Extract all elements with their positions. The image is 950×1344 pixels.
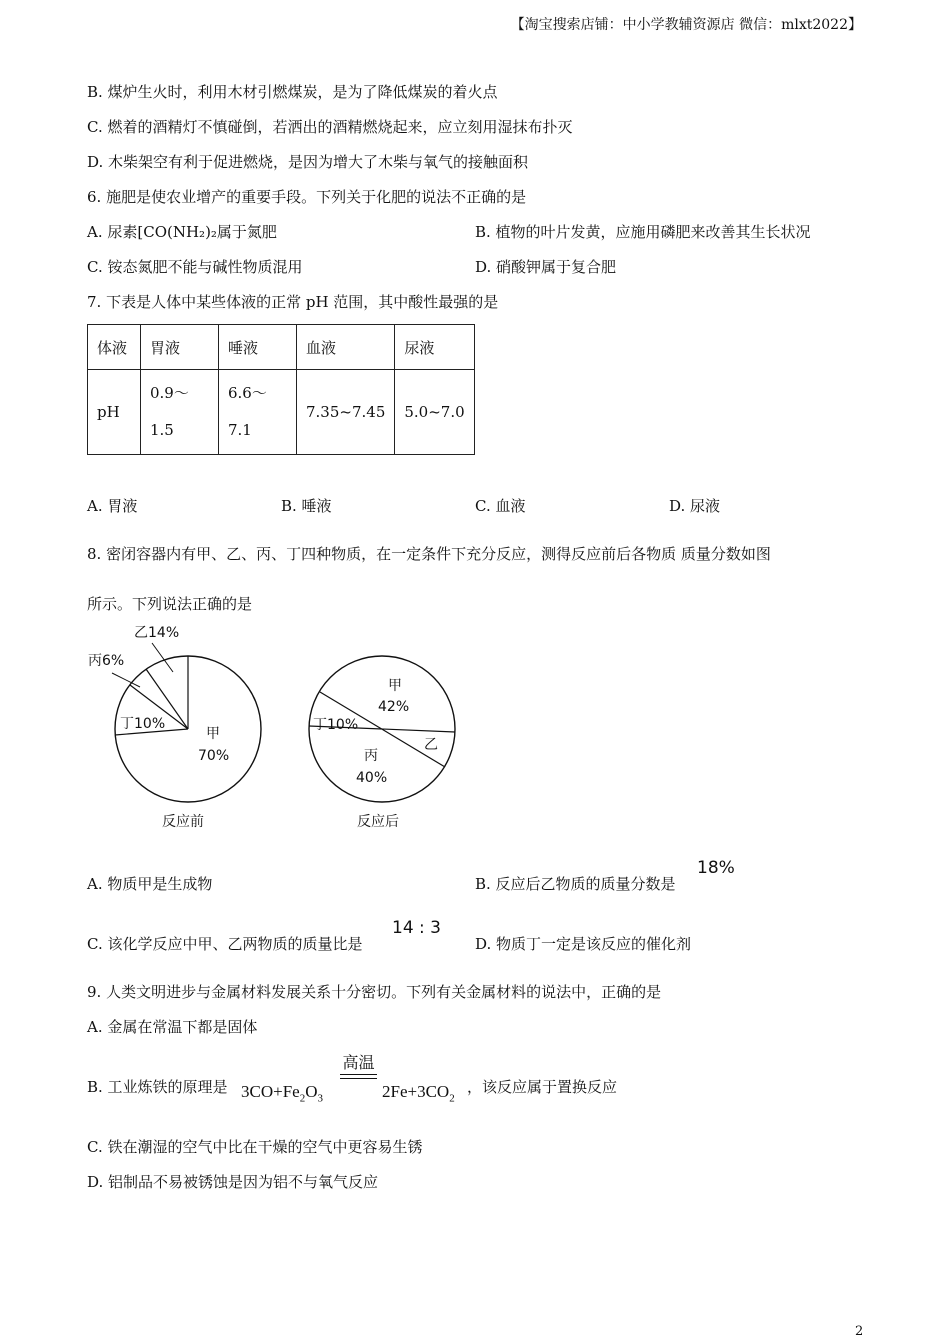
q8-option-c-ratio: 14 : 3 (392, 918, 441, 938)
q8-option-a: A. 物质甲是生成物 (87, 875, 213, 893)
ph-table-row (88, 370, 475, 455)
q6-option-b: B. 植物的叶片发黄，应施用磷肥来改善其生长状况 (475, 223, 811, 241)
q6-stem: 6. 施肥是使农业增产的重要手段。下列关于化肥的说法不正确的是 (87, 188, 527, 206)
pie-after-label-jia: 甲 (388, 678, 402, 694)
pie-before-label-bing: 丙6% (88, 653, 125, 669)
pie-before-label-yi: 乙14% (134, 625, 180, 641)
q9-equation-condition: 高温 (342, 1053, 375, 1072)
q9-option-a: A. 金属在常温下都是固体 (87, 1018, 258, 1036)
ph-table-row-label: pH (88, 370, 141, 455)
q7-stem: 7. 下表是人体中某些体液的正常 pH 范围，其中酸性最强的是 (87, 293, 499, 311)
q9-equation-bar (340, 1078, 377, 1079)
ph-table-header: 尿液 (395, 325, 474, 370)
q7-option-d: D. 尿液 (669, 497, 721, 515)
q8-stem-line1: 8. 密闭容器内有甲、乙、丙、丁四种物质，在一定条件下充分反应，测得反应前后各物质 质量分数如图 (87, 545, 771, 563)
q6-option-c: C. 铵态氮肥不能与碱性物质混用 (87, 258, 303, 276)
ph-table-header: 胃液 (141, 325, 219, 370)
ph-table-header: 血液 (297, 325, 395, 370)
ph-table-cell: 7.35~7.45 (297, 370, 395, 455)
ph-table-header: 唾液 (219, 325, 297, 370)
ph-table-header-row (88, 325, 475, 370)
q9-equation-reactants: $3CO+Fe_2O_3$ (241, 1082, 323, 1105)
page-header: 【淘宝搜索店铺：中小学教辅资源店 微信：mlxt2022】 (510, 17, 862, 33)
ph-table (87, 324, 475, 455)
pie-after-value-jia: 42% (378, 699, 410, 715)
pie-after-label-bing: 丙 (364, 748, 378, 764)
q5-option-c: C. 燃着的酒精灯不慎碰倒，若洒出的酒精燃烧起来，应立刻用湿抹布扑灭 (87, 118, 573, 136)
page-number: 2 (855, 1324, 864, 1339)
q5-option-d: D. 木柴架空有利于促进燃烧，是因为增大了木柴与氧气的接触面积 (87, 153, 529, 171)
q5-option-b: B. 煤炉生火时，利用木材引燃煤炭，是为了降低煤炭的着火点 (87, 83, 498, 101)
q9-equation-products: $2Fe+3CO_2$ (382, 1082, 455, 1105)
pie-before-label-ding: 丁10% (120, 716, 166, 732)
ph-table-cell: 5.0~7.0 (395, 370, 474, 455)
ph-table-cell: 0.9～ 1.5 (141, 370, 219, 455)
q9-option-b-prefix: B. 工业炼铁的原理是 (87, 1078, 228, 1096)
pie-before-value-jia: 70% (198, 748, 230, 764)
q9-option-c: C. 铁在潮湿的空气中比在干燥的空气中更容易生锈 (87, 1138, 423, 1156)
ph-table-cell: 6.6～ 7.1 (219, 370, 297, 455)
q9-option-b-suffix: ，该反应属于置换反应 (467, 1078, 618, 1096)
ph-table-header: 体液 (88, 325, 141, 370)
pie-after-title: 反应后 (357, 814, 399, 830)
pie-after-value-bing: 40% (356, 770, 388, 786)
q7-option-a: A. 胃液 (87, 497, 138, 515)
q7-option-b: B. 唾液 (281, 497, 332, 515)
pie-before-title: 反应前 (162, 814, 204, 830)
q8-stem-line2: 所示。下列说法正确的是 (87, 595, 253, 613)
q6-option-d: D. 硝酸钾属于复合肥 (475, 258, 617, 276)
q8-option-b: B. 反应后乙物质的质量分数是 (475, 875, 676, 893)
q8-option-b-value: 18% (697, 858, 735, 878)
pie-after-label-ding: 丁10% (313, 717, 359, 733)
q9-option-d: D. 铝制品不易被锈蚀是因为铝不与氧气反应 (87, 1173, 379, 1191)
pie-after-label-yi: 乙 (424, 737, 438, 753)
q9-stem: 9. 人类文明进步与金属材料发展关系十分密切。下列有关金属材料的说法中，正确的是 (87, 983, 662, 1001)
pie-before-label-jia: 甲 (206, 726, 220, 742)
pie-before-leader-line (152, 643, 173, 672)
q9-equation-bar (340, 1074, 377, 1075)
q8-option-c: C. 该化学反应中甲、乙两物质的质量比是 (87, 935, 363, 953)
pie-before-leader-line (112, 673, 140, 687)
q7-option-c: C. 血液 (475, 497, 526, 515)
pie-charts-figure (80, 615, 480, 840)
q8-option-d: D. 物质丁一定是该反应的催化剂 (475, 935, 692, 953)
q6-option-a: A. 尿素[CO(NH₂)₂属于氮肥 (87, 223, 277, 241)
